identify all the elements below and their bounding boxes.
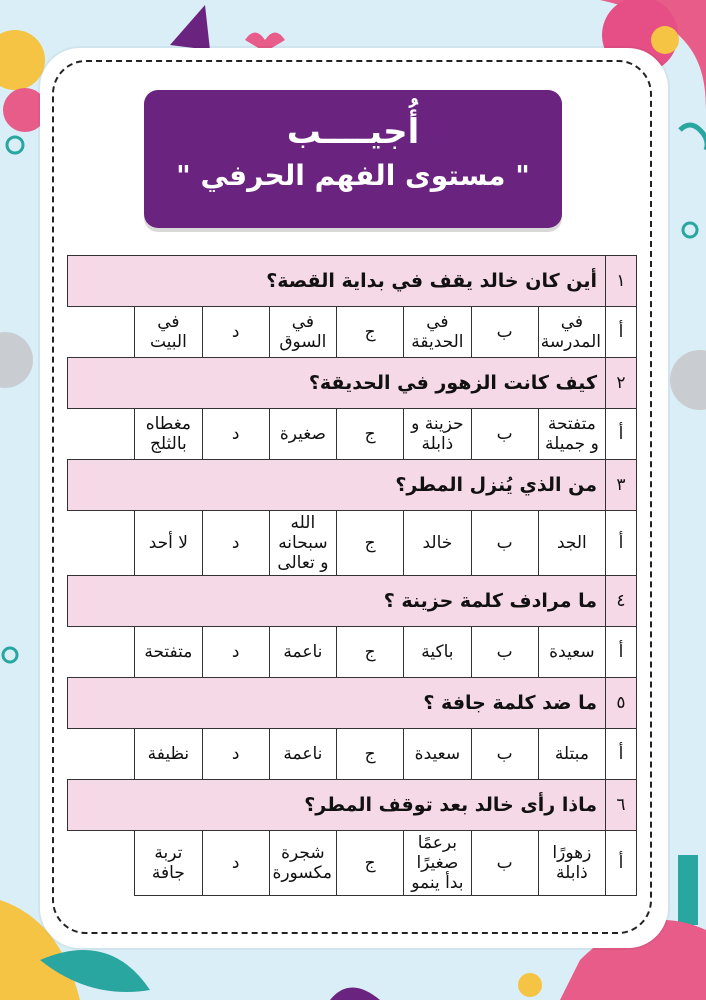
option-letter: ج [337,409,404,460]
question-number: ٣ [606,460,637,511]
purple-leaf-top [170,5,210,50]
option-letter: أ [606,307,637,358]
option-letter: د [202,409,269,460]
option-letter: ج [337,307,404,358]
answer-row [68,729,637,780]
question-text: كيف كانت الزهور في الحديقة؟ [68,358,606,409]
purple-blob-bottom [330,988,380,1000]
option-letter: أ [606,511,637,576]
option-text[interactable]: حزينة و ذابلة [404,409,471,460]
option-text[interactable]: في المدرسة [538,307,605,358]
answer-row [68,627,637,678]
page-subtitle: " مستوى الفهم الحرفي " [176,159,530,192]
answer-row [68,511,637,576]
question-number: ٦ [606,780,637,831]
option-text[interactable]: في الحديقة [404,307,471,358]
answer-row [68,409,637,460]
option-letter: ج [337,831,404,896]
option-text[interactable]: خالد [404,511,471,576]
question-number: ١ [606,256,637,307]
option-letter: د [202,729,269,780]
option-text[interactable]: ناعمة [269,627,336,678]
option-letter: ب [471,409,538,460]
question-number: ٢ [606,358,637,409]
question-row [68,780,637,831]
option-text[interactable]: الجد [538,511,605,576]
option-letter: ج [337,511,404,576]
gray-blob-right [670,350,706,410]
option-letter: ب [471,831,538,896]
question-row [68,358,637,409]
option-letter: ج [337,729,404,780]
question-text: أين كان خالد يقف في بداية القصة؟ [68,256,606,307]
option-text[interactable]: برعمًا صغيرًا بدأ ينمو [404,831,471,896]
teal-bar-right [678,855,698,925]
option-text[interactable]: متفتحة و جميلة [538,409,605,460]
option-text[interactable]: في البيت [135,307,202,358]
option-text[interactable]: سعيدة [538,627,605,678]
title-banner [144,90,562,228]
option-letter: أ [606,729,637,780]
teal-squiggle-right [680,125,706,150]
option-letter: د [202,307,269,358]
option-letter: د [202,511,269,576]
teal-ring-left-2 [3,648,17,662]
option-text[interactable]: مبتلة [538,729,605,780]
question-text: من الذي يُنزل المطر؟ [68,460,606,511]
option-letter: أ [606,409,637,460]
option-text[interactable]: في السوق [269,307,336,358]
question-number: ٥ [606,678,637,729]
questions-table [67,255,637,896]
question-row [68,256,637,307]
option-text[interactable]: سعيدة [404,729,471,780]
answer-row [68,831,637,896]
option-text[interactable]: نظيفة [135,729,202,780]
option-letter: ب [471,511,538,576]
option-text[interactable]: صغيرة [269,409,336,460]
answer-row [68,307,637,358]
page-title: أُجيــــب [286,112,420,152]
option-text[interactable]: الله سبحانه و تعالى [269,511,336,576]
question-text: ما ضد كلمة جافة ؟ [68,678,606,729]
teal-ring-right [683,223,697,237]
option-letter: أ [606,831,637,896]
question-text: ماذا رأى خالد بعد توقف المطر؟ [68,780,606,831]
option-text[interactable]: زهورًا ذابلة [538,831,605,896]
question-row [68,460,637,511]
option-letter: ب [471,627,538,678]
option-text[interactable]: ناعمة [269,729,336,780]
option-letter: ج [337,627,404,678]
yellow-dot-bottom-right [518,973,542,997]
option-letter: ب [471,307,538,358]
gray-blob-left [0,332,33,388]
option-letter: ب [471,729,538,780]
option-text[interactable]: تربة جافة [135,831,202,896]
teal-ring-left [7,137,23,153]
option-text[interactable]: متفتحة [135,627,202,678]
question-number: ٤ [606,576,637,627]
option-text[interactable]: لا أحد [135,511,202,576]
option-letter: د [202,831,269,896]
option-text[interactable]: باكية [404,627,471,678]
yellow-blob-left [0,30,45,90]
question-text: ما مرادف كلمة حزينة ؟ [68,576,606,627]
yellow-dot-top-right [651,26,679,54]
option-text[interactable]: شجرة مكسورة [269,831,336,896]
option-letter: أ [606,627,637,678]
question-row [68,678,637,729]
question-row [68,576,637,627]
option-letter: د [202,627,269,678]
option-text[interactable]: مغطاه بالثلج [135,409,202,460]
